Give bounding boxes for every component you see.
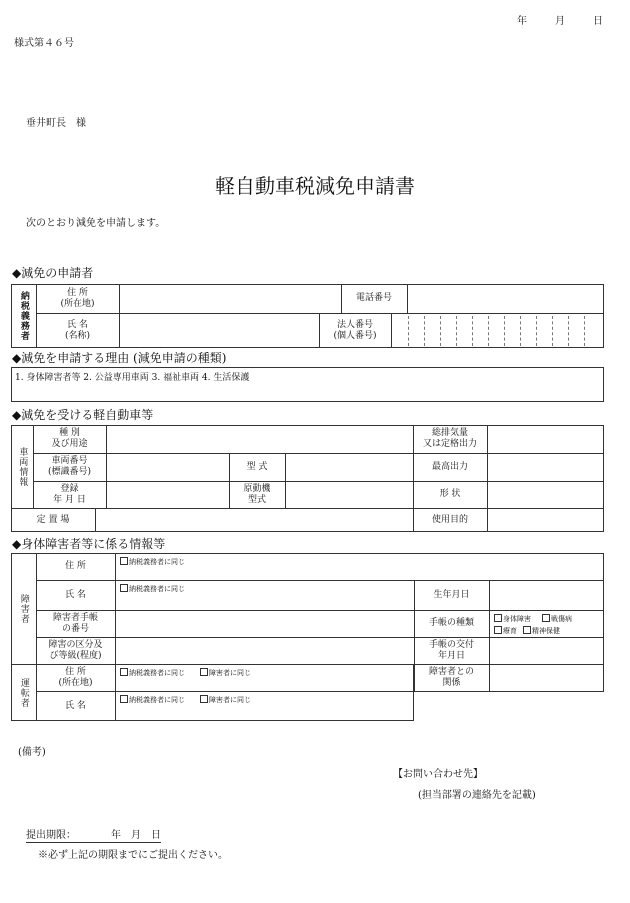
model-label: 型 式 — [246, 461, 268, 472]
grade-label: 障害の区分及 び等級(程度) — [48, 639, 103, 661]
kind-label: 種 別 及び用途 — [51, 428, 88, 449]
handbook-number-field[interactable] — [116, 611, 413, 636]
storage-label: 定 置 場 — [36, 514, 70, 525]
handbook-mental-checkbox[interactable]: 精神保健 — [523, 626, 560, 636]
birth-date-field[interactable] — [490, 581, 603, 609]
corp-number-label: 法人番号 (個人番号) — [333, 319, 377, 341]
issue-date-field[interactable] — [490, 638, 603, 663]
plate-label: 車両番号 (標識番号) — [47, 456, 92, 477]
handbook-war-checkbox[interactable]: 戦傷病 — [542, 614, 572, 624]
contact-heading: 【お問い合わせ先】 — [393, 769, 483, 780]
registration-label: 登録 年 月 日 — [53, 483, 86, 505]
handbook-physical-checkbox[interactable]: 身体障害 — [494, 614, 531, 624]
vehicle-heading: ◆減免を受ける軽自動車等 — [12, 408, 154, 422]
driver-address-label: 住 所 (所在地) — [58, 666, 93, 688]
same-as-taxpayer-name-checkbox[interactable]: 納税義務者に同じ — [120, 584, 185, 594]
shape-label: 形 状 — [439, 489, 461, 500]
max-output-label: 最高出力 — [431, 461, 468, 472]
handbook-type-label: 手帳の種類 — [428, 618, 474, 629]
displacement-field[interactable] — [488, 426, 603, 452]
purpose-field[interactable] — [488, 509, 603, 531]
vehicle-side-label: 車両情報 — [17, 446, 28, 487]
contact-note: (担当部署の連絡先を記載) — [418, 790, 536, 801]
same-as-taxpayer-checkbox[interactable]: 納税義務者に同じ — [120, 557, 185, 567]
disability-heading: ◆身体障害者等に係る情報等 — [12, 537, 166, 551]
driver-side-label: 運転者 — [18, 677, 29, 708]
date-day: 日 — [593, 16, 603, 27]
disabled-side-label: 障害者 — [18, 593, 29, 624]
handbook-rehab-checkbox[interactable]: 療育 — [494, 626, 517, 636]
relation-label: 障害者との 関係 — [428, 667, 474, 688]
shape-field[interactable] — [488, 482, 603, 507]
issue-date-label: 手帳の交付 年月日 — [428, 639, 474, 661]
birth-date-label: 生年月日 — [433, 589, 470, 600]
taxpayer-name-field[interactable] — [120, 314, 318, 347]
intro-text: 次のとおり減免を申請します。 — [26, 218, 166, 229]
phone-field[interactable] — [408, 285, 603, 312]
driver-name-same-disabled-checkbox[interactable]: 障害者に同じ — [200, 695, 251, 705]
name-label: 氏 名 (名称) — [64, 319, 91, 341]
max-output-field[interactable] — [488, 454, 603, 480]
reason-heading: ◆減免を申請する理由 (減免申請の種類) — [12, 351, 227, 365]
handbook-number-label: 障害者手帳 の番号 — [52, 612, 98, 634]
driver-name-label: 氏 名 — [65, 700, 86, 711]
displacement-label: 総排気量 又は定格出力 — [422, 428, 477, 449]
form-number: 様式第４６号 — [14, 38, 74, 49]
applicant-heading: ◆減免の申請者 — [12, 266, 94, 280]
disabled-address-field[interactable] — [116, 554, 603, 579]
driver-address-same-taxpayer-checkbox[interactable]: 納税義務者に同じ — [120, 668, 185, 678]
engine-model-label: 原動機 型式 — [243, 483, 271, 505]
addressee: 垂井町長 様 — [26, 118, 86, 129]
deadline: 提出期限： 年 月 日 — [26, 826, 161, 843]
date-month: 月 — [555, 16, 565, 27]
page-title: 軽自動車税減免申請書 — [215, 174, 415, 198]
kind-field[interactable] — [107, 426, 412, 452]
taxpayer-side-label: 納税義務者 — [18, 291, 29, 341]
remarks-label: (備考) — [18, 747, 46, 758]
deadline-note: ※必ず上記の期限までにご提出ください。 — [38, 850, 228, 861]
disabled-name-label: 氏 名 — [65, 589, 86, 600]
driver-address-same-disabled-checkbox[interactable]: 障害者に同じ — [200, 668, 251, 678]
plate-field[interactable] — [107, 454, 228, 480]
date-year: 年 — [517, 16, 527, 27]
reason-options: 1. 身体障害者等 2. 公益専用車両 3. 福祉車両 4. 生活保護 — [15, 373, 250, 383]
engine-model-field[interactable] — [286, 482, 412, 507]
address-label: 住 所 (所在地) — [60, 287, 95, 309]
storage-field[interactable] — [96, 509, 412, 531]
disabled-address-label: 住 所 — [65, 561, 86, 572]
relation-field[interactable] — [490, 665, 603, 691]
purpose-label: 使用目的 — [431, 514, 468, 525]
taxpayer-address-field[interactable] — [120, 285, 340, 312]
registration-field[interactable] — [107, 482, 228, 507]
driver-name-same-taxpayer-checkbox[interactable]: 納税義務者に同じ — [120, 695, 185, 705]
phone-label: 電話番号 — [355, 293, 392, 304]
grade-field[interactable] — [116, 638, 413, 663]
model-field[interactable] — [286, 454, 412, 480]
